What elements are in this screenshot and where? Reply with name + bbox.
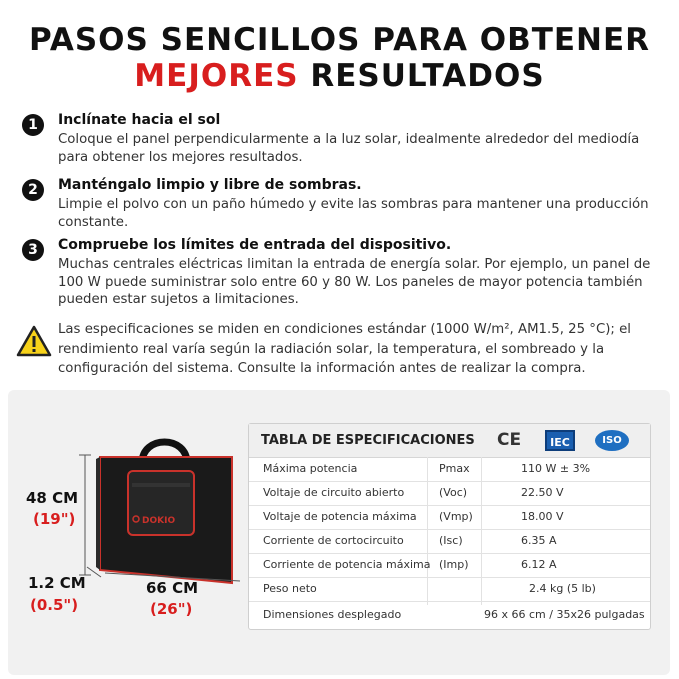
title-rest: RESULTADOS <box>298 58 545 94</box>
spec-symbol: Pmax <box>439 462 470 475</box>
step-body-1: Coloque el panel perpendicularmente a la luz solar, idealmente alrededor del mediodía para obtener los mejores resultados. <box>58 132 640 165</box>
table-row <box>249 553 650 578</box>
title-highlight: MEJORES <box>134 58 299 94</box>
step-number-2: 2 <box>22 179 44 201</box>
spec-symbol: (Voc) <box>439 486 468 499</box>
step-body-2: Limpie el polvo con un paño húmedo y evite las sombras para mantener una producción constante. <box>58 197 649 230</box>
step-heading-1: Inclínate hacia el sol <box>58 112 221 128</box>
width-in-label: (26") <box>150 600 193 618</box>
spec-name: Corriente de potencia máxima <box>263 558 431 571</box>
iec-certification-icon: IEC <box>545 430 575 451</box>
spec-name: Voltaje de circuito abierto <box>263 486 405 499</box>
table-row <box>249 577 650 602</box>
depth-cm-label: 1.2 CM <box>28 574 86 592</box>
spec-name: Máxima potencia <box>263 462 358 475</box>
spec-value: 96 x 66 cm / 35x26 pulgadas <box>484 608 645 621</box>
height-in-label: (19") <box>33 510 76 528</box>
spec-symbol: (Imp) <box>439 558 469 571</box>
spec-name: Corriente de cortocircuito <box>263 534 404 547</box>
warning-text: Las especificaciones se miden en condiciones estándar (1000 W/m², AM1.5, 25 °C); el rendimiento real varía según la radiación solar, la temperatura, el sombreado y la configuración del sistema. Consulte la información antes de realizar la compra. <box>58 322 631 376</box>
spec-value: 6.35 A <box>521 534 557 547</box>
iso-certification-icon: ISO <box>595 430 629 451</box>
table-row <box>249 601 650 628</box>
step-body-3: Muchas centrales eléctricas limitan la entrada de energía solar. Por ejemplo, un panel de 100 W puede suministrar solo entre 60 y 80 W. Los paneles de mayor potencia también pueden estar sujetos a limitaciones. <box>58 257 651 307</box>
step-heading-3: Compruebe los límites de entrada del dispositivo. <box>58 237 452 253</box>
spec-value: 6.12 A <box>521 558 557 571</box>
step-heading-2: Manténgalo limpio y libre de sombras. <box>58 177 362 193</box>
spec-table-header <box>249 424 650 458</box>
height-cm-label: 48 CM <box>26 489 79 507</box>
page-title-line1: PASOS SENCILLOS PARA OBTENER <box>28 22 651 58</box>
depth-in-label: (0.5") <box>30 596 79 614</box>
solar-panel-bag-image <box>92 435 237 585</box>
ce-mark-icon: CE <box>497 430 522 450</box>
spec-value: 22.50 V <box>521 486 564 499</box>
spec-name: Voltaje de potencia máxima <box>263 510 417 523</box>
table-row <box>249 457 650 482</box>
spec-symbol: (Isc) <box>439 534 463 547</box>
page-title-line2 <box>0 58 679 94</box>
spec-value: 110 W ± 3% <box>521 462 591 475</box>
step-number-3: 3 <box>22 239 44 261</box>
bag-brand-logo: DOKIO <box>142 516 176 526</box>
spec-table-title: TABLA DE ESPECIFICACIONES <box>261 433 475 448</box>
spec-name: Dimensiones desplegado <box>263 608 402 621</box>
step-number-1: 1 <box>22 114 44 136</box>
table-row <box>249 481 650 506</box>
spec-value: 18.00 V <box>521 510 564 523</box>
table-row <box>249 529 650 554</box>
spec-table <box>248 423 651 630</box>
warning-icon <box>16 325 52 357</box>
table-row <box>249 505 650 530</box>
spec-name: Peso neto <box>263 582 317 595</box>
width-cm-label: 66 CM <box>146 579 199 597</box>
spec-symbol: (Vmp) <box>439 510 473 523</box>
spec-value: 2.4 kg (5 lb) <box>529 582 596 595</box>
